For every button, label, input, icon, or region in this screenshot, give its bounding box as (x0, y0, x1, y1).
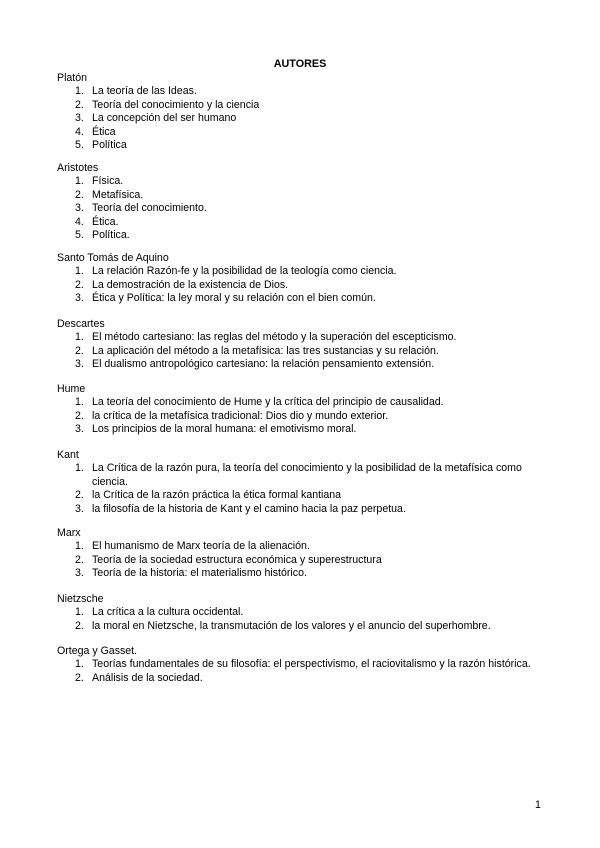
list-item (57, 279, 557, 292)
item-number: 1. (75, 396, 84, 409)
author-section-hume (57, 383, 557, 437)
item-text: Los principios de la moral humana: el emotivismo moral. (92, 423, 357, 436)
item-number: 3. (75, 292, 84, 305)
author-heading: Aristotes (57, 162, 99, 174)
list-item (57, 112, 557, 125)
list-item (57, 202, 557, 215)
item-text: la Crítica de la razón práctica la ética formal kantiana (92, 489, 342, 502)
list-item (57, 229, 557, 242)
page-number: 1 (535, 799, 541, 811)
item-text: Ética y Política: la ley moral y su relación con el bien común. (92, 292, 376, 305)
item-text: La teoría de las Ideas. (92, 85, 197, 98)
list-item (57, 410, 557, 423)
item-text: Política. (92, 229, 130, 242)
list-item (57, 554, 557, 567)
author-section-santo-tomas (57, 252, 557, 306)
list-item (57, 331, 557, 344)
item-text: Teorías fundamentales de su filosofía: el perspectivismo, el raciovitalismo y la razón histórica. (92, 658, 531, 671)
item-number: 3. (75, 358, 84, 371)
item-number: 2. (75, 619, 84, 632)
topic-list (57, 175, 557, 242)
list-item (57, 567, 557, 580)
item-number: 4. (75, 125, 84, 138)
item-text: La concepción del ser humano (92, 112, 237, 125)
item-text: La aplicación del método a la metafísica: las tres sustancias y su relación. (92, 344, 439, 357)
item-text: Metafísica. (92, 188, 144, 201)
item-number: 1. (75, 462, 84, 475)
list-item (57, 462, 557, 489)
item-number: 3. (75, 112, 84, 125)
item-text: El método cartesiano: las reglas del método y la superación del escepticismo. (92, 331, 457, 344)
list-item (57, 175, 557, 188)
item-number: 5. (75, 229, 84, 242)
item-number: 1. (75, 175, 84, 188)
item-number: 2. (75, 344, 84, 357)
item-number: 5. (75, 139, 84, 152)
item-text: Física. (92, 175, 124, 188)
author-section-ortega (57, 645, 557, 685)
item-number: 2. (75, 489, 84, 502)
topic-list (57, 658, 557, 685)
item-text: La demostración de la existencia de Dios. (92, 278, 289, 291)
author-heading: Marx (57, 527, 81, 539)
list-item (57, 606, 557, 619)
list-item (57, 658, 557, 671)
item-text: La Crítica de la razón pura, la teoría del conocimiento y la posibilidad de la metafísica como ciencia. (92, 462, 522, 488)
item-number: 2. (75, 278, 84, 291)
item-text: la crítica de la metafísica tradicional: Dios dio y mundo exterior. (92, 409, 389, 422)
author-heading: Descartes (57, 318, 105, 330)
item-number: 2. (75, 409, 84, 422)
item-text: Teoría del conocimiento y la ciencia (92, 98, 260, 111)
item-number: 2. (75, 188, 84, 201)
list-item (57, 265, 557, 278)
author-heading: Kant (57, 449, 79, 461)
list-item (57, 126, 557, 139)
list-item (57, 99, 557, 112)
item-text: La relación Razón-fe y la posibilidad de la teología como ciencia. (92, 265, 397, 278)
item-text: El dualismo antropológico cartesiano: la relación pensamiento extensión. (92, 358, 435, 371)
item-text: Ética (92, 125, 116, 138)
list-item (57, 216, 557, 229)
item-text: la filosofía de la historia de Kant y el camino hacia la paz perpetua. (92, 502, 406, 515)
item-number: 3. (75, 202, 84, 215)
item-text: Teoría del conocimiento. (92, 202, 207, 215)
list-item (57, 292, 557, 305)
topic-list (57, 85, 557, 152)
author-heading: Santo Tomás de Aquino (57, 252, 169, 264)
list-item (57, 345, 557, 358)
item-text: Ética. (92, 215, 119, 228)
author-section-platon (57, 72, 557, 152)
author-heading: Platón (57, 72, 88, 84)
list-item (57, 85, 557, 98)
list-item (57, 396, 557, 409)
topic-list (57, 265, 557, 305)
item-number: 4. (75, 215, 84, 228)
item-number: 1. (75, 85, 84, 98)
item-number: 2. (75, 98, 84, 111)
item-text: la moral en Nietzsche, la transmutación de los valores y el anuncio del superhombre. (92, 619, 491, 632)
author-section-kant (57, 449, 557, 516)
list-item (57, 672, 557, 685)
list-item (57, 423, 557, 436)
topic-list (57, 540, 557, 580)
author-section-nietzsche (57, 593, 557, 633)
item-text: Política (92, 139, 127, 152)
item-number: 3. (75, 423, 84, 436)
page-title: AUTORES (273, 58, 327, 70)
item-number: 1. (75, 606, 84, 619)
author-section-descartes (57, 318, 557, 372)
item-text: Teoría de la sociedad estructura económica y superestructura (92, 553, 382, 566)
topic-list (57, 396, 557, 436)
item-text: La crítica a la cultura occidental. (92, 606, 244, 619)
item-text: Análisis de la sociedad. (92, 671, 203, 684)
list-item (57, 503, 557, 516)
author-heading: Hume (57, 383, 86, 395)
list-item (57, 489, 557, 502)
topic-list (57, 462, 557, 516)
item-number: 1. (75, 658, 84, 671)
item-number: 2. (75, 553, 84, 566)
topic-list (57, 331, 557, 371)
item-text: El humanismo de Marx teoría de la alienación. (92, 540, 310, 553)
list-item (57, 139, 557, 152)
item-number: 1. (75, 540, 84, 553)
item-number: 1. (75, 331, 84, 344)
item-number: 1. (75, 265, 84, 278)
topic-list (57, 606, 557, 633)
list-item (57, 189, 557, 202)
list-item (57, 620, 557, 633)
author-heading: Nietzsche (57, 593, 104, 605)
item-number: 2. (75, 671, 84, 684)
author-heading: Ortega y Gasset. (57, 645, 138, 657)
item-text: La teoría del conocimiento de Hume y la crítica del principio de causalidad. (92, 396, 444, 409)
item-text: Teoría de la historia: el materialismo histórico. (92, 567, 307, 580)
list-item (57, 358, 557, 371)
item-number: 3. (75, 567, 84, 580)
list-item (57, 540, 557, 553)
item-number: 3. (75, 502, 84, 515)
author-section-marx (57, 527, 557, 581)
author-section-aristotes (57, 162, 557, 242)
